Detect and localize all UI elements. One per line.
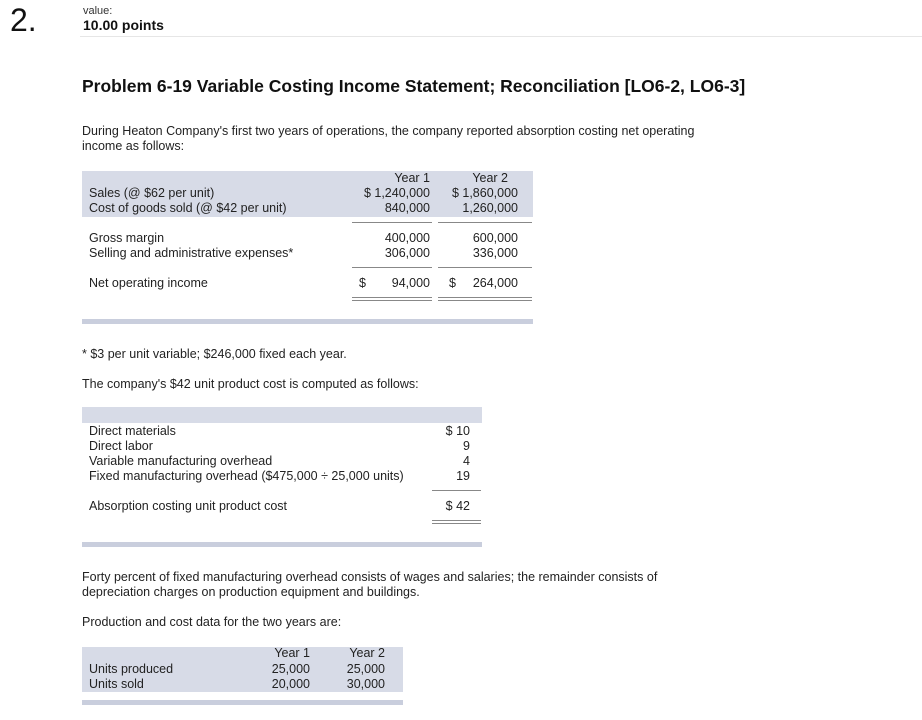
production-intro: Production and cost data for the two years are:	[82, 615, 342, 629]
cell-noi-y2: 264,000	[472, 276, 518, 290]
dollar-sign: $	[449, 276, 456, 290]
intro-paragraph: During Heaton Company's first two years of operations, the company reported absorption costing net operating income as follows:	[82, 124, 695, 153]
row-label-sales: Sales (@ $62 per unit)	[89, 186, 215, 200]
table-header-band	[82, 407, 482, 423]
dollar-sign: $	[359, 276, 366, 290]
row-label-units-sold: Units sold	[89, 677, 144, 691]
double-rule	[352, 297, 432, 298]
problem-title: Problem 6-19 Variable Costing Income Statement; Reconciliation [LO6-2, LO6-3]	[82, 76, 746, 96]
row-label-gross-margin: Gross margin	[89, 231, 165, 245]
question-number: 2.	[10, 2, 37, 38]
table-footer-band	[82, 700, 403, 705]
cell-sales-y1: $ 1,240,000	[363, 186, 430, 200]
row-label-variable-overhead: Variable manufacturing overhead	[89, 454, 273, 468]
cell-selling-admin-y2: 336,000	[472, 246, 518, 260]
cell-cogs-y1: 840,000	[384, 201, 430, 215]
row-label-fixed-overhead: Fixed manufacturing overhead ($475,000 ÷ 25,000 units)	[89, 469, 404, 483]
col-header-year2: Year 2	[349, 646, 385, 660]
cell-noi-y1: 94,000	[391, 276, 430, 290]
row-label-net-operating-income: Net operating income	[89, 276, 208, 290]
subtotal-rule	[432, 490, 481, 491]
row-label-direct-labor: Direct labor	[89, 439, 153, 453]
cell-gross-margin-y2: 600,000	[472, 231, 518, 245]
cell-variable-overhead: 4	[463, 454, 470, 468]
double-rule	[438, 300, 532, 301]
row-label-unit-product-cost: Absorption costing unit product cost	[89, 499, 288, 513]
cell-fixed-overhead: 19	[456, 469, 470, 483]
cell-units-sold-y2: 30,000	[346, 677, 385, 691]
row-label-direct-materials: Direct materials	[89, 424, 176, 438]
row-label-units-produced: Units produced	[89, 662, 174, 676]
unit-cost-intro: The company's $42 unit product cost is computed as follows:	[82, 377, 419, 391]
cell-units-produced-y2: 25,000	[346, 662, 385, 676]
overhead-note: Forty percent of fixed manufacturing overhead consists of wages and salaries; the remainder consists of depreciation charges on production equipment and buildings.	[82, 570, 658, 599]
subtotal-rule	[438, 222, 532, 223]
col-header-year1: Year 1	[274, 646, 310, 660]
value-label: value:	[83, 5, 113, 17]
cell-sales-y2: $ 1,860,000	[451, 186, 518, 200]
double-rule	[352, 300, 432, 301]
cell-cogs-y2: 1,260,000	[462, 201, 518, 215]
row-label-cogs: Cost of goods sold (@ $42 per unit)	[89, 201, 287, 215]
subtotal-rule	[352, 267, 432, 268]
cell-gross-margin-y1: 400,000	[384, 231, 430, 245]
row-label-selling-admin: Selling and administrative expenses*	[89, 246, 294, 260]
subtotal-rule	[438, 267, 532, 268]
cell-units-produced-y1: 25,000	[271, 662, 310, 676]
cell-units-sold-y1: 20,000	[271, 677, 310, 691]
subtotal-rule	[352, 222, 432, 223]
cell-selling-admin-y1: 306,000	[384, 246, 430, 260]
footnote: * $3 per unit variable; $246,000 fixed each year.	[82, 347, 347, 361]
cell-direct-labor: 9	[463, 439, 470, 453]
table-footer-band	[82, 319, 533, 324]
points-value: 10.00 points	[83, 17, 164, 33]
double-rule	[432, 523, 481, 524]
cell-unit-product-cost: $ 42	[445, 499, 470, 513]
double-rule	[438, 297, 532, 298]
col-header-year2: Year 2	[472, 171, 508, 185]
double-rule	[432, 520, 481, 521]
header-divider	[80, 36, 922, 37]
table-footer-band	[82, 542, 482, 547]
cell-direct-materials: $ 10	[445, 424, 470, 438]
col-header-year1: Year 1	[394, 171, 430, 185]
